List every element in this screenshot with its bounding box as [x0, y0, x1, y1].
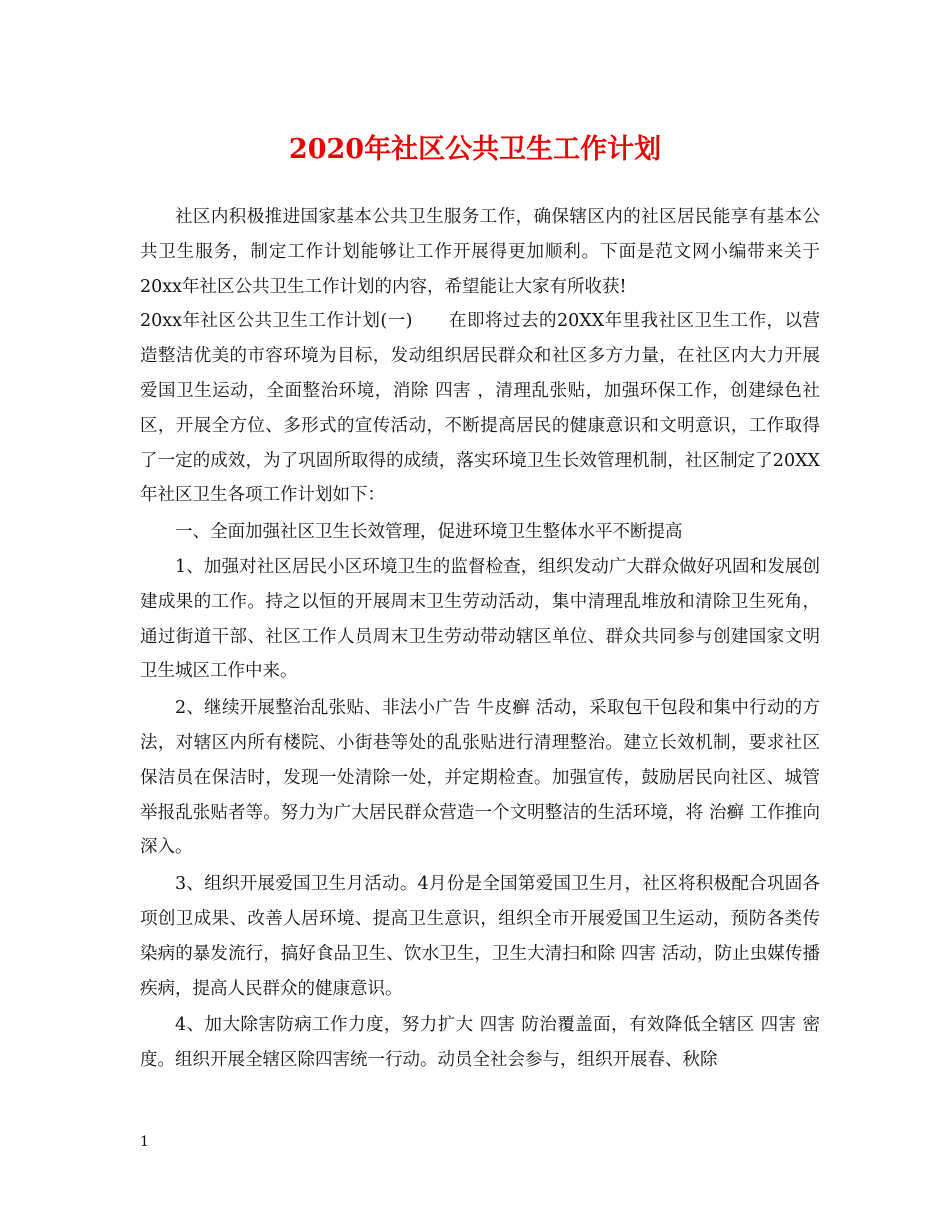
heading-one: 一、全面加强社区卫生长效管理，促进环境卫生整体水平不断提高 — [175, 522, 683, 543]
section-heading: 20xx年社区公共卫生工作计划(一) — [140, 311, 413, 332]
item-three: 3、组织开展爱国卫生月活动。4月份是全国第爱国卫生月，社区将积极配合巩固各项创卫成果、改善人居环境、提高卫生意识，组织全市开展爱国卫生运动，预防各类传染病的暴发流行，搞好食品卫生、饮水卫生，卫生大清扫和除 四害 活动，防止虫媒传播疾病，提高人民群众的健康意识。 — [140, 874, 820, 999]
item-two: 2、继续开展整治乱张贴、非法小广告 牛皮癣 活动，采取包干包段和集中行动的方法，对辖区内所有楼院、小街巷等处的乱张贴进行清理整治。建立长效机制，要求社区保洁员在保洁时，发现一处清除一处，并定期检查。加强宣传，鼓励居民向社区、城管举报乱张贴者等。努力为广大居民群众营造一个文明整洁的生活环境，将 治癣 工作推向深入。 — [140, 698, 820, 858]
section-paragraph — [140, 304, 820, 513]
item-four: 4、加大除害防病工作力度，努力扩大 四害 防治覆盖面，有效降低全辖区 四害 密度。组织开展全辖区除四害统一行动。动员全社会参与，组织开展春、秋除 — [140, 1015, 820, 1071]
page-number: 1 — [140, 1134, 149, 1150]
document-title: 2020年社区公共卫生工作计划 — [288, 134, 662, 165]
document-body — [140, 200, 820, 1078]
intro-paragraph: 社区内积极推进国家基本公共卫生服务工作，确保辖区内的社区居民能享有基本公共卫生服务，制定工作计划能够让工作开展得更加顺利。下面是范文网小编带来关于20xx年社区公共卫生工作计划的内容，希望能让大家有所收获! — [140, 207, 820, 297]
section-opening: 在即将过去的20XX年里我社区卫生工作，以营造整洁优美的市容环境为目标，发动组织居民群众和社区多方力量，在社区内大力开展爱国卫生运动，全面整治环境，消除 四害 ，清理乱张贴，加强环保工作，创建绿色社区，开展全方位、多形式的宣传活动，不断提高居民的健康意识和文明意识，工作取得了一定的成效，为了巩固所取得的成绩，落实环境卫生长效管理机制，社区制定了20XX年社区卫生各项工作计划如下： — [140, 311, 820, 506]
item-one: 1、加强对社区居民小区环境卫生的监督检查，组织发动广大群众做好巩固和发展创建成果的工作。持之以恒的开展周末卫生劳动活动，集中清理乱堆放和清除卫生死角，通过街道干部、社区工作人员周末卫生劳动带动辖区单位、群众共同参与创建国家文明卫生城区工作中来。 — [140, 556, 820, 682]
